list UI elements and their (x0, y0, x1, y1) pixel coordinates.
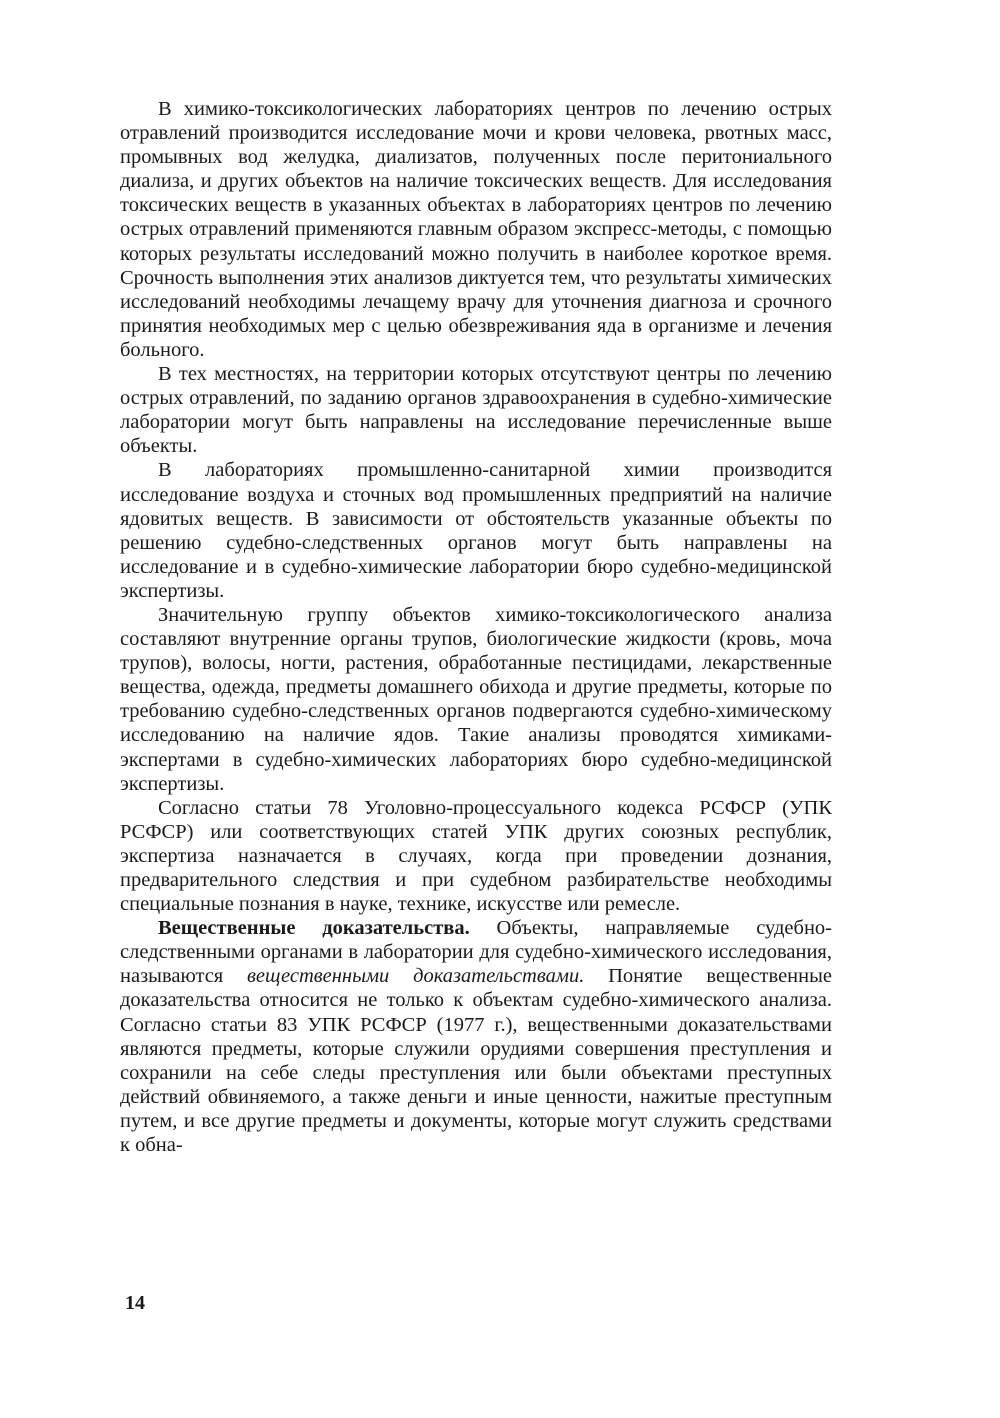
paragraph-text-part: Понятие вещественные доказательства относится не только к объектам судебно-химического анализа. Согласно статьи 83 УПК РСФСР (1977 г.), вещественными доказательствами являются предметы, которые служили орудиями совершения преступления и сохранили на себе следы преступления или были объектами преступных действий обвиняемого, а также деньги и иные ценности, нажитые преступным путем, и все другие предметы и документы, которые могут служить средствами к обна- (120, 965, 832, 1157)
paragraph-forensic-labs: В тех местностях, на территории которых отсутствуют центры по лечению острых отравлений, по заданию органов здравоохранения в судебно-химические лаборатории могут быть направлены на исследование перечисленные выше объекты. (120, 363, 832, 458)
paragraph-material-evidence (120, 916, 832, 1157)
paragraph-industrial-sanitary: В лабораториях промышленно-санитарной химии производится исследование воздуха и сточных вод промышленных предприятий на наличие ядовитых веществ. В зависимости от обстоятельств указанные объекты по решению судебно-следственных органов могут быть направлены на исследование и в судебно-химические лаборатории бюро судебно-медицинской экспертизы. (120, 459, 832, 602)
emphasized-term: вещественными доказательствами. (247, 965, 585, 988)
page-number: 14 (125, 1292, 145, 1314)
paragraph-analysis-objects: Значительную группу объектов химико-токсикологического анализа составляют внутренние органы трупов, биологические жидкости (кровь, моча трупов), волосы, ногти, растения, обработанные пестицидами, лекарственные вещества, одежда, предметы домашнего обихода и другие предметы, которые по требованию судебно-следственных органов подвергаются судебно-химическому исследованию на наличие ядов. Такие анализы проводятся химиками-экспертами в судебно-химических лабораториях бюро судебно-медицинской экспертизы. (120, 603, 832, 795)
paragraph-text-part: Объекты, направляемые судебно-следственными органами в лаборатории для судебно-химического исследования, называются (120, 917, 832, 988)
paragraph-toxicology-labs: В химико-токсикологических лабораториях центров по лечению острых отравлений производится исследование мочи и крови человека, рвотных масс, промывных вод желудка, диализатов, полученных после перитониального диализа, и других объектов на наличие токсических веществ. Для исследования токсических веществ в указанных объектах в лабораториях центров по лечению острых отравлений применяются главным образом экспресс-методы, с помощью которых результаты исследований можно получить в наиболее короткое время. Срочность выполнения этих анализов диктуется тем, что результаты химических исследований необходимы лечащему врачу для уточнения диагноза и срочного принятия необходимых мер с целью обезвреживания яда в организме и лечения больного. (120, 98, 832, 361)
section-heading-material-evidence: Вещественные доказательства. (158, 917, 470, 940)
body-text (120, 97, 832, 1157)
paragraph-criminal-code: Согласно статьи 78 Уголовно-процессуального кодекса РСФСР (УПК РСФСР) или соответствующих статей УПК других союзных республик, экспертиза назначается в случаях, когда при проведении дознания, предварительного следствия и при судебном разбирательстве необходимы специальные познания в науке, технике, искусстве или ремесле. (120, 796, 832, 916)
